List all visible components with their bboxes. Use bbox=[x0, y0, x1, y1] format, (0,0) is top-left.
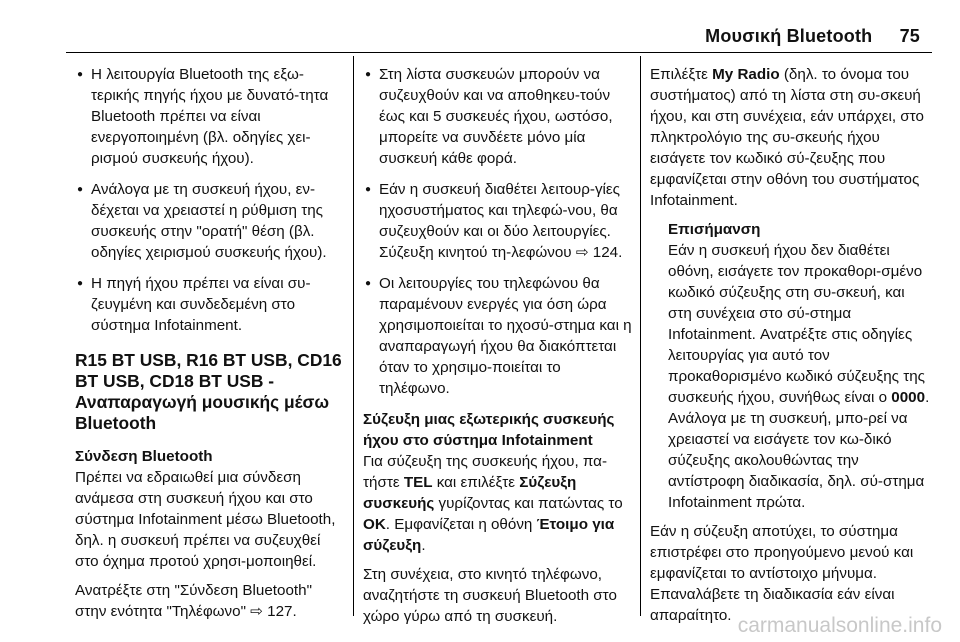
my-radio-ref: My Radio bbox=[712, 66, 780, 83]
column-divider bbox=[640, 56, 641, 616]
paragraph: Στη συνέχεια, στο κινητό τηλέφωνο, αναζητήστε τη συσκευή Bluetooth στο χώρο γύρω από τη συσκευή. bbox=[363, 566, 617, 625]
column-divider bbox=[353, 56, 354, 616]
text-run: (δηλ. το όνομα του συστήματος) από τη λίστα στη συ-σκευή ήχου, και στη συνέχεια, εάν υπάρχει, στο πληκτρολόγιο της συ-σκευής ήχου εισάγετε τον κωδικό σύ-ζευξης που εμφανίζεται στην οθόνη του συστήματος Infotainment. bbox=[650, 66, 924, 209]
ok-button-ref: OK bbox=[363, 516, 386, 533]
text-run: Επιλέξτε bbox=[650, 66, 713, 83]
paragraph: Ανατρέξτε στη "Σύνδεση Bluetooth" στην ενότητα "Τηλέφωνο" ⇨ 127. bbox=[75, 582, 312, 620]
list-item: ● Η λειτουργία Bluetooth της εξω-τερικής πηγής ήχου με δυνατό-τητα Bluetooth πρέπει να είναι ενεργοποιημένη (βλ. οδηγίες χει-ρισμού συσκευής ήχου). bbox=[75, 64, 343, 169]
page-header bbox=[705, 26, 920, 47]
page-number: 75 bbox=[899, 26, 920, 46]
text-run: . bbox=[421, 537, 426, 554]
list-item: ● Οι λειτουργίες του τηλεφώνου θα παραμένουν ενεργές για όση ώρα χρησιμοποιείται το ηχοσύ-στημα και η αναπαραγωγή ήχου θα διακόπτεται όταν το χρησιμο-ποιείται το τηλέφωνο. bbox=[363, 273, 633, 399]
note-box bbox=[650, 219, 930, 513]
subsection-heading: Σύνδεση Bluetooth bbox=[75, 448, 213, 465]
tel-button-ref: TEL bbox=[403, 474, 433, 491]
ready-to-pair-screen-ref: Έτοιμο για σύζευξη bbox=[363, 516, 615, 554]
paragraph bbox=[363, 451, 633, 556]
default-code: 0000 bbox=[891, 389, 926, 406]
column-3 bbox=[650, 64, 930, 634]
list-item: ● Εάν η συσκευή διαθέτει λειτουρ-γίες ηχοσυστήματος και τηλεφώ-νου, θα συζευχθούν και οι δύο λειτουργίες. Σύζευξη κινητού τη-λεφώνου ⇨ 124. bbox=[363, 179, 633, 263]
paragraph bbox=[650, 64, 930, 211]
paragraph: Εάν η σύζευξη αποτύχει, το σύστημα επιστρέφει στο προηγούμενο μενού και εμφανίζεται το αντίστοιχο μήνυμα. Επαναλάβετε τη διαδικασία εάν είναι απαραίτητο. bbox=[650, 523, 914, 624]
section-heading: R15 BT USB, R16 BT USB, CD16 BT USB, CD18 BT USB - Αναπαραγωγή μουσικής μέσω Bluetooth bbox=[75, 350, 342, 433]
text-run: Εάν η συσκευή ήχου δεν διαθέτει οθόνη, εισάγετε τον προκαθορι-σμένο κωδικό σύζευξης στη συ-σκευή, και στη συνέχεια στο σύ-στημα Infotainment. Ανατρέξτε στις οδηγίες λειτουργίας για αυτό τον προκαθορισμένο κωδικό σύζευξης της συσκευής ήχου, συνήθως είναι ο bbox=[668, 242, 925, 406]
header-rule bbox=[66, 52, 932, 53]
list-item: ● Στη λίστα συσκευών μπορούν να συζευχθούν και να αποθηκευ-τούν έως και 5 συσκευές ήχου, ωστόσο, μπορείτε να συνδέετε μόνο μία συσκευή κάθε φορά. bbox=[363, 64, 633, 169]
text-run: . Εμφανίζεται η οθόνη bbox=[385, 516, 537, 533]
text-run: και επιλέξτε bbox=[432, 474, 520, 491]
column-1 bbox=[75, 64, 343, 630]
paragraph: Πρέπει να εδραιωθεί μια σύνδεση ανάμεσα στη συσκευή ήχου και στο σύστημα Infotainment μέσω Bluetooth, δηλ. η συσκευή πρέπει να συζευχθεί στο όχημα προτού χρησι-μοποιηθεί. bbox=[75, 469, 336, 570]
text-run: γυρίζοντας και πατώντας το bbox=[434, 495, 623, 512]
note-text bbox=[668, 240, 930, 513]
page-title: Μουσική Bluetooth bbox=[705, 26, 873, 46]
list-item: ● Η πηγή ήχου πρέπει να είναι συ-ζευγμένη και συνδεδεμένη στο σύστημα Infotainment. bbox=[75, 273, 343, 336]
list-item: ● Ανάλογα με τη συσκευή ήχου, εν-δέχεται να χρειαστεί η ρύθμιση της συσκευής στην "ορατή" θέση (βλ. οδηγίες χειρισμού συσκευής ήχου). bbox=[75, 179, 343, 263]
watermark: carmanualsonline.info bbox=[737, 614, 942, 637]
text-run: Για σύζευξη της συσκευής ήχου, πα-τήστε bbox=[363, 453, 608, 491]
subsection-heading: Σύζευξη μιας εξωτερικής συσκευής ήχου στο σύστημα Infotainment bbox=[363, 411, 615, 449]
pair-device-menu-ref: Σύζευξη συσκευής bbox=[363, 474, 577, 512]
text-run: . Ανάλογα με τη συσκευή, μπο-ρεί να χρειαστεί να εισάγετε τον κω-δικό σύζευξης ακολουθώντας την αντίστροφη διαδικασία, δηλ. σύ-στημα Infotainment πρώτα. bbox=[668, 389, 930, 511]
column-2 bbox=[363, 64, 633, 635]
note-title: Επισήμανση bbox=[668, 221, 761, 238]
